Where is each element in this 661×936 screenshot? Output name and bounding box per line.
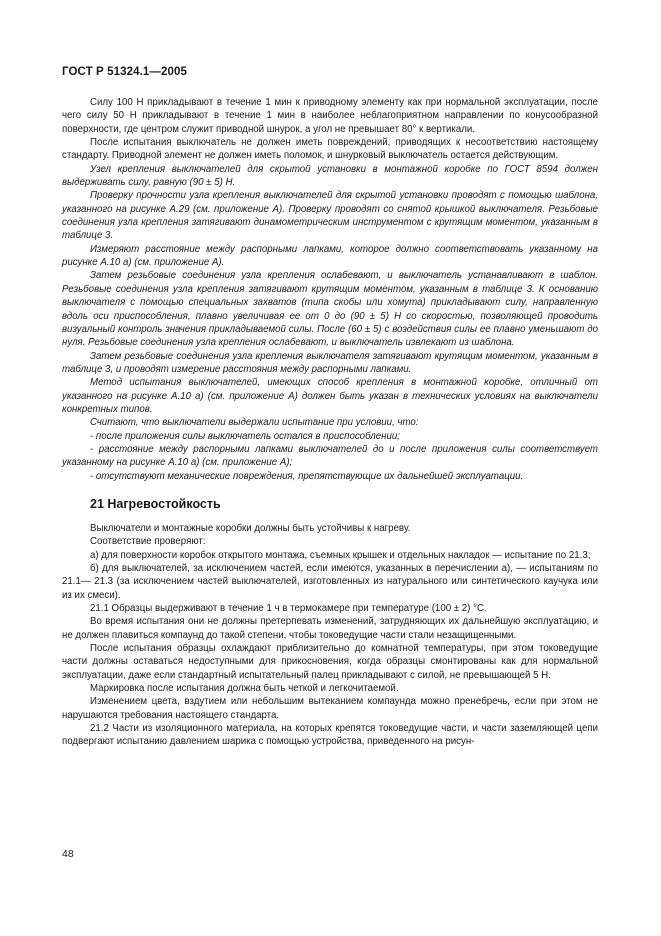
page-number: 48 — [62, 848, 74, 860]
list-item: - расстояние между распорными лапками выключателей до и после приложения силы соответствует указанному на рисунке А.10 а) (см. приложение А); — [62, 443, 598, 469]
paragraph: Изменением цвета, вздутием или небольшим вытеканием компаунда можно пренебречь, если при этом не нарушаются требования настоящего стандарта. — [62, 696, 598, 721]
paragraph: Считают, что выключатели выдержали испытание при условии, что: — [90, 417, 419, 429]
paragraph: Затем резьбовые соединения узла крепления ослабевают, и выключатель устанавливают в шаблон. Резьбовые соединения узла крепления затягивают крутящим моментом, указанным в таблице 3. К основанию выключателя с помощью специальных захватов (типа скобы или хомута) прикладывают силу, направленную вдоль оси приспособления, плавно увеличивая ее от 0 до (90 ± 5) Н со скоростью, позволяющей проводить визуальный контроль значения прикладываемой силы. После (60 ± 5) с воздействия силы ее плавно уменьшают до нуля. Резьбовые соединения узла крепления ослабевают, и выключатель извлекают из шаблона. — [62, 270, 598, 349]
standard-header: ГОСТ Р 51324.1—2005 — [62, 66, 187, 78]
paragraph: Метод испытания выключателей, имеющих способ крепления в монтажной коробке, отличный от указанного на рисунке А.10 а) (см. приложение А) должен быть указан в технических условиях на выключатели конкретных типов. — [62, 377, 598, 415]
document-body — [62, 96, 598, 749]
list-item: б) для выключателей, за исключением частей, если имеются, указанных в перечислении а), — испытаниям по 21.1— 21.3 (за исключением частей выключателей, изготовленных из натурального или синтетического каучука или из их смеси). — [62, 563, 598, 601]
list-item: - после приложения силы выключатель остался в приспособлении; — [90, 430, 400, 442]
section-heading: 21 Нагревостойкость — [90, 496, 221, 511]
paragraph: После испытания выключатель не должен иметь повреждений, приводящих к несоответствию настоящему стандарту. Приводной элемент не должен иметь поломок, и шнурковый выключатель остается действующим. — [62, 137, 598, 162]
paragraph: Узел крепления выключателей для скрытой установки в монтажной коробке по ГОСТ 8594 должен выдерживать силу, равную (90 ± 5) Н. — [62, 163, 598, 189]
paragraph: Во время испытания они не должны претерпевать изменений, затрудняющих их дальнейшую эксплуатацию, и не должен плавиться компаунд до такой степени, чтобы токоведущие части стали незащищенными. — [62, 616, 598, 641]
paragraph: Силу 100 Н прикладывают в течение 1 мин к приводному элементу как при нормальной эксплуатации, после чего силу 50 Н прикладывают в течение 1 мин в наиболее неблагоприятном направлении по конусообразной поверхности, где центром служит приводной шнурок, а угол не превышает 80° к вертикали. — [62, 97, 598, 135]
paragraph: После испытания образцы охлаждают приблизительно до комнатной температуры, при этом токоведущие части должны оставаться недоступными для прикосновения, когда образцы смонтированы как для нормальной эксплуатации, даже если стандартный испытательный палец прикладывают с силой, не превышающей 5 Н. — [62, 643, 598, 681]
paragraph: Выключатели и монтажные коробки должны быть устойчивы к нагреву. — [90, 522, 411, 534]
paragraph: 21.1 Образцы выдерживают в течение 1 ч в термокамере при температуре (100 ± 2) °С. — [90, 603, 487, 615]
paragraph: 21.2 Части из изоляционного материала, на которых крепятся токоведущие части, и части заземляющей цепи подвергают испытанию давлением шарика с помощью устройства, приведенного на рисун- — [62, 723, 598, 748]
paragraph: Соответствие проверяют: — [90, 536, 206, 548]
paragraph: Измеряют расстояние между распорными лапками, которое должно соответствовать указанному на рисунке А.10 а) (см. приложение А). — [62, 243, 598, 269]
list-item: а) для поверхности коробок открытого монтажа, съемных крышек и отдельных накладок — испытание по 21.3; — [90, 549, 591, 561]
list-item: - отсутствуют механические повреждения, препятствующие их дальнейшей эксплуатации. — [90, 470, 524, 482]
paragraph: Затем резьбовые соединения узла крепления выключателя затягивают крутящим моментом, указанным в таблице 3, и проводят измерение расстояния между распорными лапками. — [62, 350, 598, 375]
paragraph: Проверку прочности узла крепления выключателей для скрытой установки проводят с помощью шаблона, указанного на рисунке А.29 (см. приложение А). Проверку проводят со снятой крышкой выключателя. Резьбовые соединения узла крепления затягивают динамометрическим инструментом с крутящим моментом, указанным в таблице 3. — [62, 190, 598, 242]
paragraph: Маркировка после испытания должна быть четкой и легкочитаемой. — [90, 683, 399, 695]
